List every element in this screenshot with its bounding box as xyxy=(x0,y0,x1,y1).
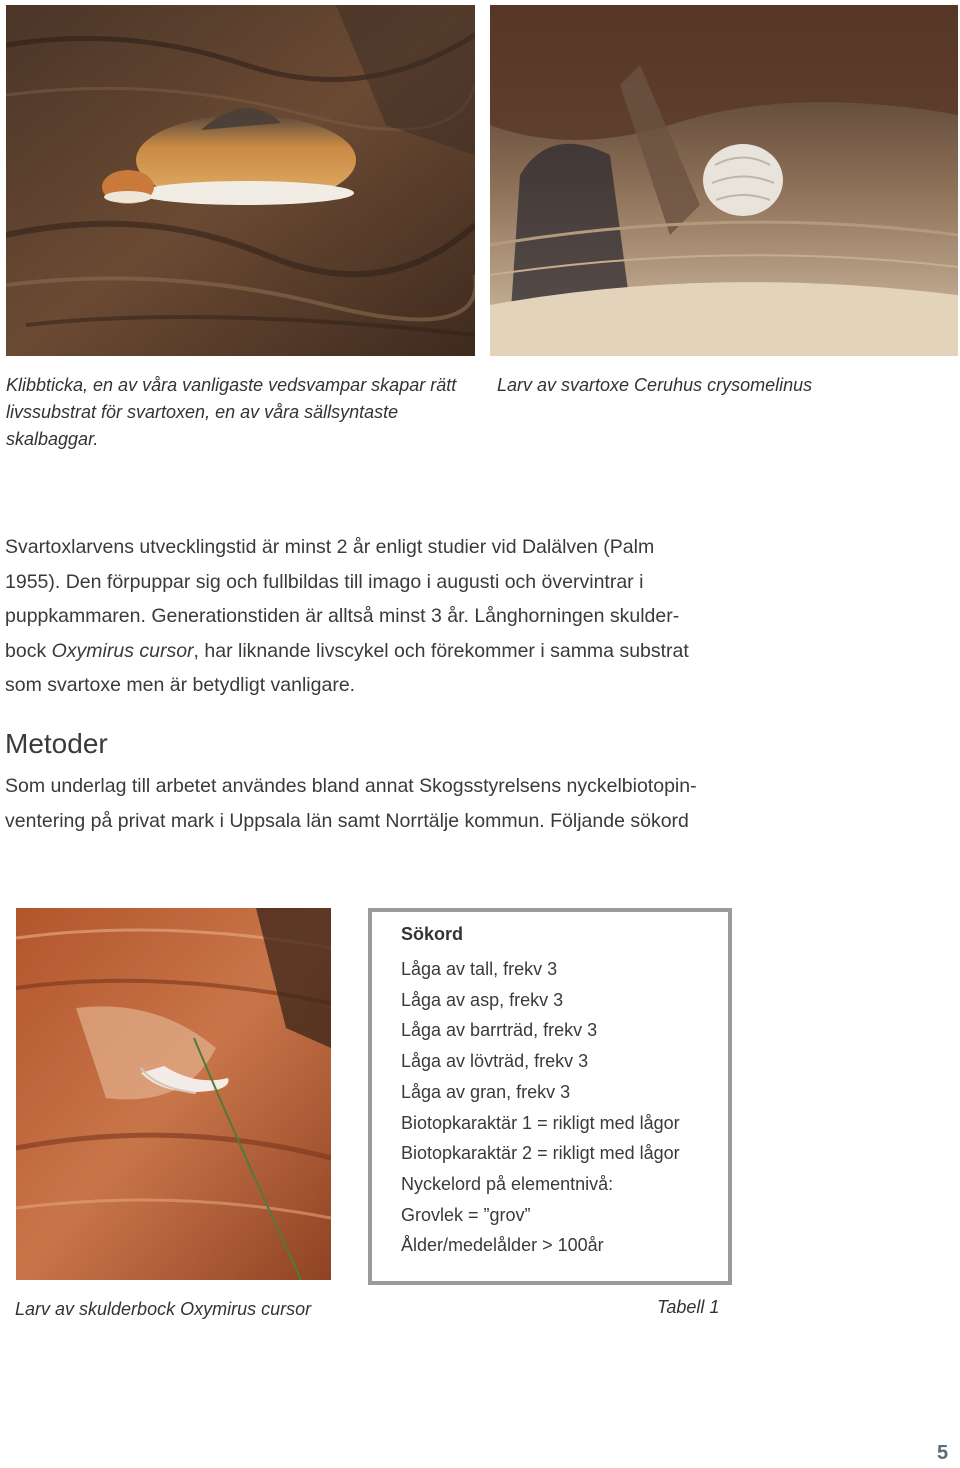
svartoxe-larva-photo xyxy=(490,5,958,356)
paragraph-line: 1955). Den förpuppar sig och fullbildas till imago i augusti och övervintrar i xyxy=(5,570,644,593)
table-row: Låga av gran, frekv 3 xyxy=(401,1081,571,1102)
fungus-caption: Klibbticka, en av våra vanligaste vedsvampar skapar rätt livssubstrat för svartoxen, en av våra sällsyntaste skalbaggar. xyxy=(6,375,457,449)
paragraph-line: ventering på privat mark i Uppsala län samt Norrtälje kommun. Följande sökord xyxy=(5,809,689,832)
skulderbock-larva-photo xyxy=(16,908,331,1280)
table-row: Låga av asp, frekv 3 xyxy=(401,989,564,1010)
paragraph-line: Som underlag till arbetet användes bland annat Skogsstyrelsens nyckelbiotopin- xyxy=(5,775,697,797)
page-number: 5 xyxy=(937,1442,949,1464)
line-prefix: bock xyxy=(5,639,52,662)
table-row: Biotopkaraktär 2 = rikligt med lågor xyxy=(401,1143,680,1164)
table-row: Biotopkaraktär 1 = rikligt med lågor xyxy=(401,1112,680,1133)
search-terms-table xyxy=(368,908,732,1285)
fungus-photo xyxy=(6,5,475,356)
paragraph-line: som svartoxe men är betydligt vanligare. xyxy=(5,674,356,696)
table-rows xyxy=(401,954,680,1261)
table-row: Grovlek = ”grov” xyxy=(401,1204,531,1225)
paragraph-line: puppkammaren. Generationstiden är alltså minst 3 år. Långhorningen skulder- xyxy=(5,605,680,627)
table-row: Låga av barrträd, frekv 3 xyxy=(401,1020,598,1041)
table-row: Låga av lövträd, frekv 3 xyxy=(401,1051,589,1072)
table-row: Ålder/medelålder > 100år xyxy=(401,1235,604,1256)
species-name: Oxymirus cursor xyxy=(51,639,194,662)
table-title: Sökord xyxy=(401,924,464,944)
paragraph-line xyxy=(5,634,955,669)
methods-paragraph xyxy=(5,769,955,838)
skulderbock-caption: Larv av skulderbock Oxymirus cursor xyxy=(15,1299,312,1319)
table-row: Nyckelord på elementnivå: xyxy=(401,1173,614,1194)
section-heading: Metoder xyxy=(5,728,108,759)
intro-paragraph xyxy=(5,530,955,703)
line-suffix: , har liknande livscykel och förekommer i samma substrat xyxy=(193,639,689,662)
table-row: Låga av tall, frekv 3 xyxy=(401,959,558,979)
table-caption: Tabell 1 xyxy=(657,1297,720,1317)
paragraph-line: Svartoxlarvens utvecklingstid är minst 2 år enligt studier vid Dalälven (Palm xyxy=(5,536,655,558)
svartoxe-caption: Larv av svartoxe Ceruhus crysomelinus xyxy=(497,375,813,395)
